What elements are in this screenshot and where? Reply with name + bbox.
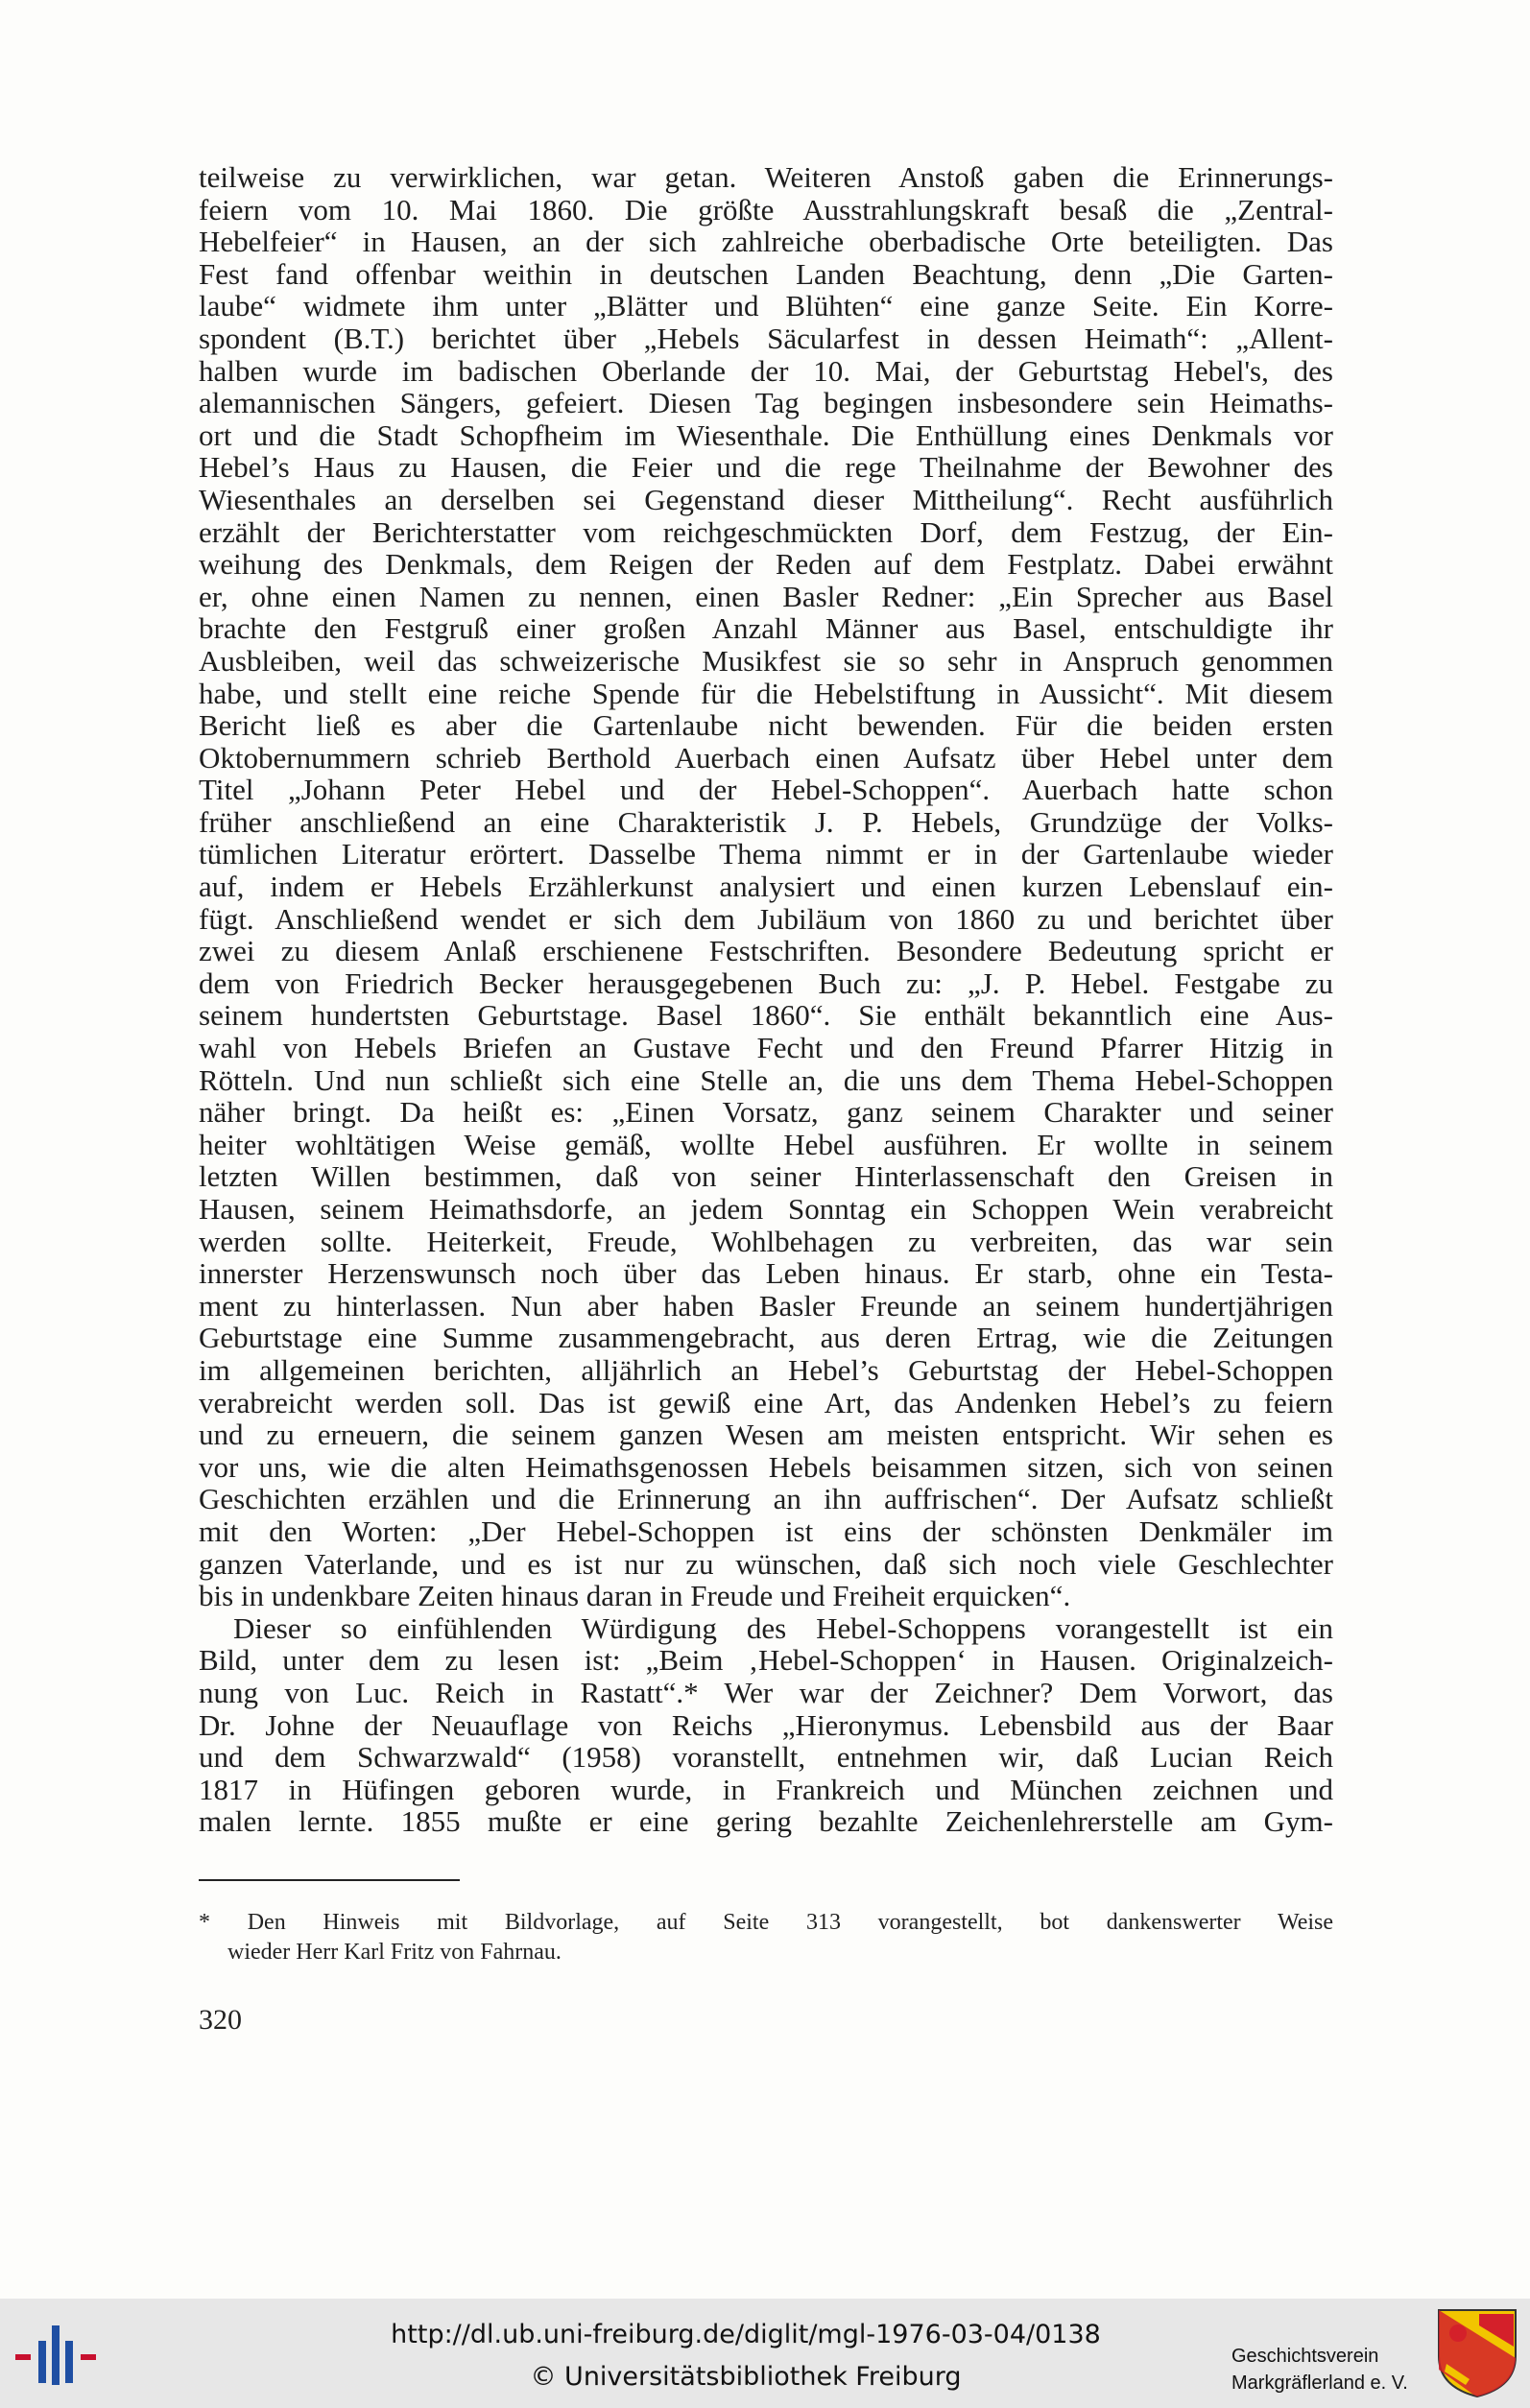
text-line: ganzen Vaterlande, und es ist nur zu wünschen, daß sich noch viele Geschlechter bbox=[199, 1546, 1333, 1581]
text-line: weihung des Denkmals, dem Reigen der Reden auf dem Festplatz. Dabei erwähnt bbox=[199, 547, 1333, 582]
text-line: ort und die Stadt Schopfheim im Wiesenthale. Die Enthüllung eines Denkmals vor bbox=[199, 417, 1333, 452]
footer-bar bbox=[0, 2299, 1530, 2408]
body-text bbox=[199, 161, 1333, 1838]
text-line: er, ohne einen Namen zu nennen, einen Basler Redner: „Ein Sprecher aus Basel bbox=[199, 579, 1333, 613]
text-line: tümlichen Literatur erörtert. Dasselbe Thema nimmt er in der Gartenlaube wieder bbox=[199, 837, 1333, 871]
society-name-line: Geschichtsverein bbox=[1231, 2346, 1379, 2367]
coat-of-arms-icon bbox=[1437, 2308, 1518, 2398]
text-line: Bild, unter dem zu lesen ist: „Beim ‚Hebel-Schoppen‘ in Hausen. Originalzeich- bbox=[199, 1643, 1333, 1678]
text-line: wahl von Hebels Briefen an Gustave Fecht und den Freund Pfarrer Hitzig in bbox=[199, 1031, 1333, 1065]
text-line: Hebelfeier“ in Hausen, an der sich zahlreiche oberbadische Orte beteiligten. Das bbox=[199, 225, 1333, 259]
text-line: bis in undenkbare Zeiten hinaus daran in Freude und Freiheit erquicken“. bbox=[199, 1579, 1071, 1613]
text-line: Ausbleiben, weil das schweizerische Musikfest sie so sehr in Anspruch genommen bbox=[199, 643, 1333, 678]
text-line: fügt. Anschließend wendet er sich dem Jubiläum von 1860 zu und berichtet über bbox=[199, 901, 1333, 936]
society-name-line: Markgräflerland e. V. bbox=[1231, 2372, 1408, 2394]
text-line: Bericht ließ es aber die Gartenlaube nicht bewenden. Für die beiden ersten bbox=[199, 708, 1333, 743]
text-line: Dr. Johne der Neuauflage von Reichs „Hieronymus. Lebensbild aus der Baar bbox=[199, 1707, 1333, 1742]
text-line: innerster Herzenswunsch noch über das Leben hinaus. Er starb, ohne ein Testa- bbox=[199, 1256, 1333, 1291]
text-line: 1817 in Hüfingen geboren wurde, in Frankreich und München zeichnen und bbox=[199, 1772, 1333, 1806]
text-line: nung von Luc. Reich in Rastatt“.* Wer war der Zeichner? Dem Vorwort, das bbox=[199, 1675, 1333, 1709]
text-line: mit den Worten: „Der Hebel-Schoppen ist eins der schönsten Denkmäler im bbox=[199, 1514, 1333, 1548]
text-line: näher bringt. Da heißt es: „Einen Vorsatz, ganz seinem Charakter und seiner bbox=[199, 1095, 1333, 1130]
text-line: feiern vom 10. Mai 1860. Die größte Ausstrahlungskraft besaß die „Zentral- bbox=[199, 192, 1333, 226]
text-line: heiter wohltätigen Weise gemäß, wollte Hebel ausführen. Er wollte in seinem bbox=[199, 1127, 1333, 1161]
text-line: alemannischen Sängers, gefeiert. Diesen Tag begingen insbesondere sein Heimaths- bbox=[199, 386, 1333, 420]
text-line: halben wurde im badischen Oberlande der 10. Mai, der Geburtstag Hebel's, des bbox=[199, 353, 1333, 388]
text-line: dem von Friedrich Becker herausgegebenen Buch zu: „J. P. Hebel. Festgabe zu bbox=[199, 966, 1333, 1000]
page-number: 320 bbox=[199, 2004, 242, 2036]
text-line: ment zu hinterlassen. Nun aber haben Basler Freunde an seinem hundertjährigen bbox=[199, 1288, 1333, 1323]
text-line: malen lernte. 1855 mußte er eine gering bezahlte Zeichenlehrerstelle am Gym- bbox=[199, 1804, 1333, 1839]
footnote-line: wieder Herr Karl Fritz von Fahrnau. bbox=[227, 1940, 562, 1965]
permalink-url[interactable]: http://dl.ub.uni-freiburg.de/diglit/mgl-1976-03-04/0138 bbox=[391, 2320, 1101, 2349]
text-line: habe, und stellt eine reiche Spende für die Hebelstiftung in Aussicht“. Mit diesem bbox=[199, 676, 1333, 710]
text-line: und zu erneuern, die seinem ganzen Wesen am meisten entspricht. Wir sehen es bbox=[199, 1418, 1333, 1452]
text-line: teilweise zu verwirklichen, war getan. Weiteren Anstoß gaben die Erinnerungs- bbox=[199, 160, 1333, 194]
text-line: früher anschließend an eine Charakteristik J. P. Hebels, Grundzüge der Volks- bbox=[199, 804, 1333, 839]
text-line: im allgemeinen berichten, alljährlich an Hebel’s Geburtstag der Hebel-Schoppen bbox=[199, 1352, 1333, 1387]
text-line: Titel „Johann Peter Hebel und der Hebel-Schoppen“. Auerbach hatte schon bbox=[199, 773, 1333, 807]
text-line: Wiesenthales an derselben sei Gegenstand dieser Mittheilung“. Recht ausführlich bbox=[199, 482, 1333, 516]
text-line: zwei zu diesem Anlaß erschienene Festschriften. Besondere Bedeutung spricht er bbox=[199, 934, 1333, 968]
text-line: seinem hundertsten Geburtstage. Basel 1860“. Sie enthält bekanntlich eine Aus- bbox=[199, 998, 1333, 1033]
footnote-line: * Den Hinweis mit Bildvorlage, auf Seite 313 vorangestellt, bot dankenswerter Weise bbox=[199, 1910, 1333, 1935]
text-line: spondent (B.T.) berichtet über „Hebels Säcularfest in dessen Heimath“: „Allent- bbox=[199, 321, 1333, 355]
text-line: Oktobernummern schrieb Berthold Auerbach einen Aufsatz über Hebel unter dem bbox=[199, 740, 1333, 775]
text-line: Hausen, seinem Heimathsdorfe, an jedem Sonntag ein Schoppen Wein verabreicht bbox=[199, 1192, 1333, 1226]
text-line: auf, indem er Hebels Erzählerkunst analysiert und einen kurzen Lebenslauf ein- bbox=[199, 870, 1333, 904]
text-line: Rötteln. Und nun schließt sich eine Stelle an, die uns dem Thema Hebel-Schoppen bbox=[199, 1062, 1333, 1097]
text-line: verabreicht werden soll. Das ist gewiß eine Art, das Andenken Hebel’s zu feiern bbox=[199, 1385, 1333, 1419]
text-line: und dem Schwarzwald“ (1958) voranstellt, entnehmen wir, daß Lucian Reich bbox=[199, 1740, 1333, 1775]
footnote bbox=[199, 1908, 1333, 1967]
text-line: werden sollte. Heiterkeit, Freude, Wohlbehagen zu verbreiten, das war sein bbox=[199, 1224, 1333, 1258]
text-line: Hebel’s Haus zu Hausen, die Feier und die rege Theilnahme der Bewohner des bbox=[199, 450, 1333, 485]
text-line: Fest fand offenbar weithin in deutschen Landen Beachtung, denn „Die Garten- bbox=[199, 256, 1333, 291]
text-line: Geschichten erzählen und die Erinnerung an ihn auffrischen“. Der Aufsatz schließt bbox=[199, 1482, 1333, 1516]
text-line: erzählt der Berichterstatter vom reichgeschmückten Dorf, dem Festzug, der Ein- bbox=[199, 514, 1333, 549]
text-line: letzten Willen bestimmen, daß von seiner Hinterlassenschaft den Greisen in bbox=[199, 1159, 1333, 1194]
text-line: Geburtstage eine Summe zusammengebracht, aus deren Ertrag, wie die Zeitungen bbox=[199, 1321, 1333, 1355]
copyright-notice: © Universitätsbibliothek Freiburg bbox=[530, 2362, 962, 2392]
text-line: laube“ widmete ihm unter „Blätter und Blühten“ eine ganze Seite. Ein Korre- bbox=[199, 289, 1333, 323]
footnote-divider bbox=[199, 1879, 460, 1881]
text-line: Dieser so einfühlenden Würdigung des Hebel-Schoppens vorangestellt ist ein bbox=[233, 1610, 1333, 1645]
text-line: brachte den Festgruß einer großen Anzahl Männer aus Basel, entschuldigte ihr bbox=[199, 611, 1333, 646]
society-name bbox=[1231, 2343, 1433, 2396]
text-line: vor uns, wie die alten Heimathsgenossen Hebels beisammen sitzen, sich von seinen bbox=[199, 1449, 1333, 1484]
